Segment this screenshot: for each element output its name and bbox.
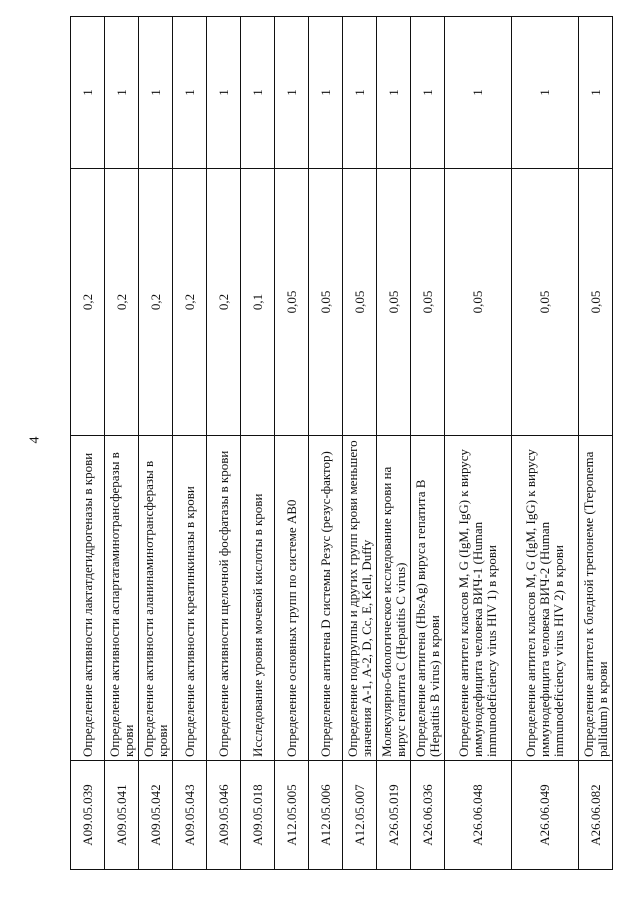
service-name: Определение антител к бледной трепонеме (Treponema pallidum) в крови xyxy=(579,436,613,761)
multiplicity: 1 xyxy=(173,17,207,169)
frequency: 0,05 xyxy=(512,169,579,436)
multiplicity: 1 xyxy=(207,17,241,169)
service-name: Определение активности креатинкиназы в крови xyxy=(173,436,207,761)
frequency: 0,05 xyxy=(275,169,309,436)
service-name: Определение антигена D системы Резус (резус-фактор) xyxy=(309,436,343,761)
frequency: 0,2 xyxy=(139,169,173,436)
table-row xyxy=(275,17,309,870)
multiplicity: 1 xyxy=(445,17,512,169)
services-table xyxy=(70,16,613,870)
table-row xyxy=(207,17,241,870)
table-row xyxy=(512,17,579,870)
multiplicity: 1 xyxy=(71,17,105,169)
frequency: 0,2 xyxy=(207,169,241,436)
service-code: А12.05.007 xyxy=(343,761,377,870)
service-code: А26.05.019 xyxy=(377,761,411,870)
service-name: Определение антигена (HbsAg) вируса гепатита В (Hepatitis B virus) в крови xyxy=(411,436,445,761)
service-name: Определение активности лактатдегидрогеназы в крови xyxy=(71,436,105,761)
table-row xyxy=(173,17,207,870)
service-code: А09.05.041 xyxy=(105,761,139,870)
table-row xyxy=(241,17,275,870)
table-body xyxy=(71,17,613,870)
service-name: Молекулярно-биологическое исследование крови на вирус гепатита С (Hepatitis C virus) xyxy=(377,436,411,761)
service-name: Исследование уровня мочевой кислоты в крови xyxy=(241,436,275,761)
table-row xyxy=(139,17,173,870)
table-row xyxy=(71,17,105,870)
table-row xyxy=(411,17,445,870)
service-code: А09.05.046 xyxy=(207,761,241,870)
multiplicity: 1 xyxy=(241,17,275,169)
multiplicity: 1 xyxy=(343,17,377,169)
multiplicity: 1 xyxy=(411,17,445,169)
multiplicity: 1 xyxy=(512,17,579,169)
multiplicity: 1 xyxy=(377,17,411,169)
service-code: А09.05.039 xyxy=(71,761,105,870)
service-code: А26.06.049 xyxy=(512,761,579,870)
table-row xyxy=(445,17,512,870)
frequency: 0,1 xyxy=(241,169,275,436)
table-row xyxy=(309,17,343,870)
table-row xyxy=(343,17,377,870)
frequency: 0,05 xyxy=(343,169,377,436)
frequency: 0,2 xyxy=(173,169,207,436)
multiplicity: 1 xyxy=(139,17,173,169)
frequency: 0,05 xyxy=(309,169,343,436)
frequency: 0,2 xyxy=(105,169,139,436)
frequency: 0,05 xyxy=(411,169,445,436)
service-name: Определение антител классов М, G (IgM, IgG) к вирусу иммунодефицита человека ВИЧ-1 (Human immunodeficiency virus HIV 1) в крови xyxy=(445,436,512,761)
table-row xyxy=(579,17,613,870)
service-name: Определение антител классов М, G (IgM, IgG) к вирусу иммунодефицита человека ВИЧ-2 (Human immunodeficiency virus HIV 2) в крови xyxy=(512,436,579,761)
service-code: А12.05.005 xyxy=(275,761,309,870)
page-number: 4 xyxy=(27,436,43,444)
multiplicity: 1 xyxy=(105,17,139,169)
service-code: А26.06.048 xyxy=(445,761,512,870)
multiplicity: 1 xyxy=(275,17,309,169)
service-code: А09.05.043 xyxy=(173,761,207,870)
service-code: А09.05.018 xyxy=(241,761,275,870)
multiplicity: 1 xyxy=(579,17,613,169)
table-row xyxy=(105,17,139,870)
service-code: А12.05.006 xyxy=(309,761,343,870)
service-code: А26.06.082 xyxy=(579,761,613,870)
multiplicity: 1 xyxy=(309,17,343,169)
service-code: А09.05.042 xyxy=(139,761,173,870)
frequency: 0,05 xyxy=(445,169,512,436)
service-name: Определение активности аспартатаминотрансферазы в крови xyxy=(105,436,139,761)
table-row xyxy=(377,17,411,870)
service-name: Определение активности аланинаминотрансферазы в крови xyxy=(139,436,173,761)
service-name: Определение основных групп по системе AB0 xyxy=(275,436,309,761)
frequency: 0,05 xyxy=(377,169,411,436)
service-name: Определение подгруппы и других групп крови меньшего значения А-1, А-2, D, Cc, E, Kell, Duffy xyxy=(343,436,377,761)
frequency: 0,05 xyxy=(579,169,613,436)
frequency: 0,2 xyxy=(71,169,105,436)
service-code: А26.06.036 xyxy=(411,761,445,870)
rotated-table-container xyxy=(70,45,610,870)
service-name: Определение активности щелочной фосфатазы в крови xyxy=(207,436,241,761)
